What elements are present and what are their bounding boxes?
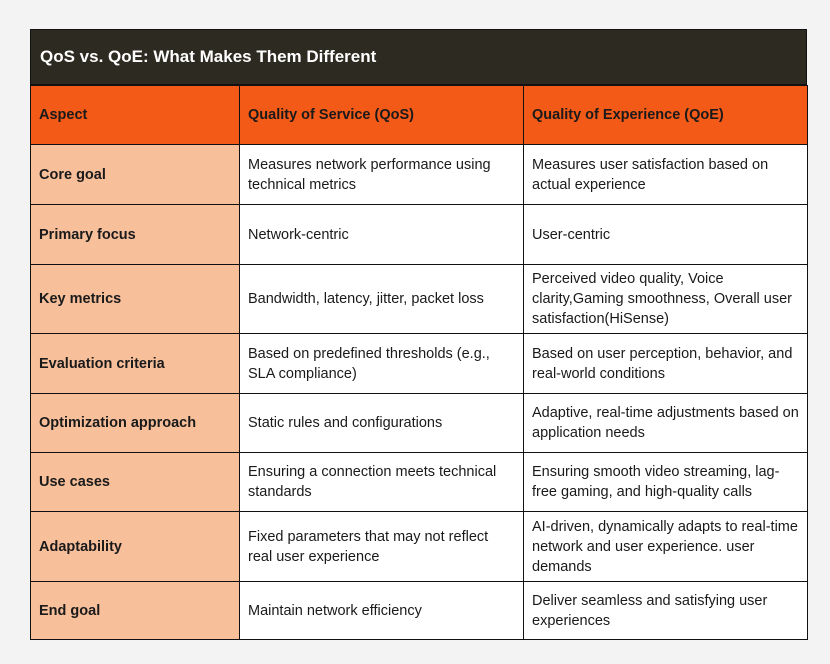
qos-cell: Bandwidth, latency, jitter, packet loss: [240, 265, 524, 334]
aspect-cell: Key metrics: [31, 265, 240, 334]
table-row: [31, 334, 808, 394]
header-aspect: Aspect: [31, 86, 240, 145]
qoe-cell: Based on user perception, behavior, and real-world conditions: [524, 334, 808, 394]
qoe-cell: Perceived video quality, Voice clarity,Gaming smoothness, Overall user satisfaction(HiSense): [524, 265, 808, 334]
table-row: [31, 394, 808, 453]
header-row: [31, 86, 808, 145]
qos-cell: Static rules and configurations: [240, 394, 524, 453]
qoe-cell: AI-driven, dynamically adapts to real-time network and user experience. user demands: [524, 512, 808, 582]
aspect-cell: Adaptability: [31, 512, 240, 582]
comparison-table: [30, 85, 808, 640]
header-qos: Quality of Service (QoS): [240, 86, 524, 145]
qos-cell: Network-centric: [240, 205, 524, 265]
qos-cell: Fixed parameters that may not reflect real user experience: [240, 512, 524, 582]
qos-cell: Maintain network efficiency: [240, 582, 524, 640]
table-row: [31, 512, 808, 582]
qoe-cell: User-centric: [524, 205, 808, 265]
table-row: [31, 205, 808, 265]
table-title: QoS vs. QoE: What Makes Them Different: [30, 29, 807, 85]
aspect-cell: Core goal: [31, 145, 240, 205]
qoe-cell: Ensuring smooth video streaming, lag-free gaming, and high-quality calls: [524, 453, 808, 512]
qoe-cell: Deliver seamless and satisfying user experiences: [524, 582, 808, 640]
table-row: [31, 453, 808, 512]
aspect-cell: Primary focus: [31, 205, 240, 265]
aspect-cell: End goal: [31, 582, 240, 640]
aspect-cell: Evaluation criteria: [31, 334, 240, 394]
table-row: [31, 265, 808, 334]
header-qoe: Quality of Experience (QoE): [524, 86, 808, 145]
comparison-table-container: [30, 29, 807, 640]
table-row: [31, 582, 808, 640]
qoe-cell: Measures user satisfaction based on actual experience: [524, 145, 808, 205]
qos-cell: Based on predefined thresholds (e.g., SLA compliance): [240, 334, 524, 394]
aspect-cell: Optimization approach: [31, 394, 240, 453]
qoe-cell: Adaptive, real-time adjustments based on application needs: [524, 394, 808, 453]
table-row: [31, 145, 808, 205]
qos-cell: Ensuring a connection meets technical standards: [240, 453, 524, 512]
aspect-cell: Use cases: [31, 453, 240, 512]
qos-cell: Measures network performance using technical metrics: [240, 145, 524, 205]
